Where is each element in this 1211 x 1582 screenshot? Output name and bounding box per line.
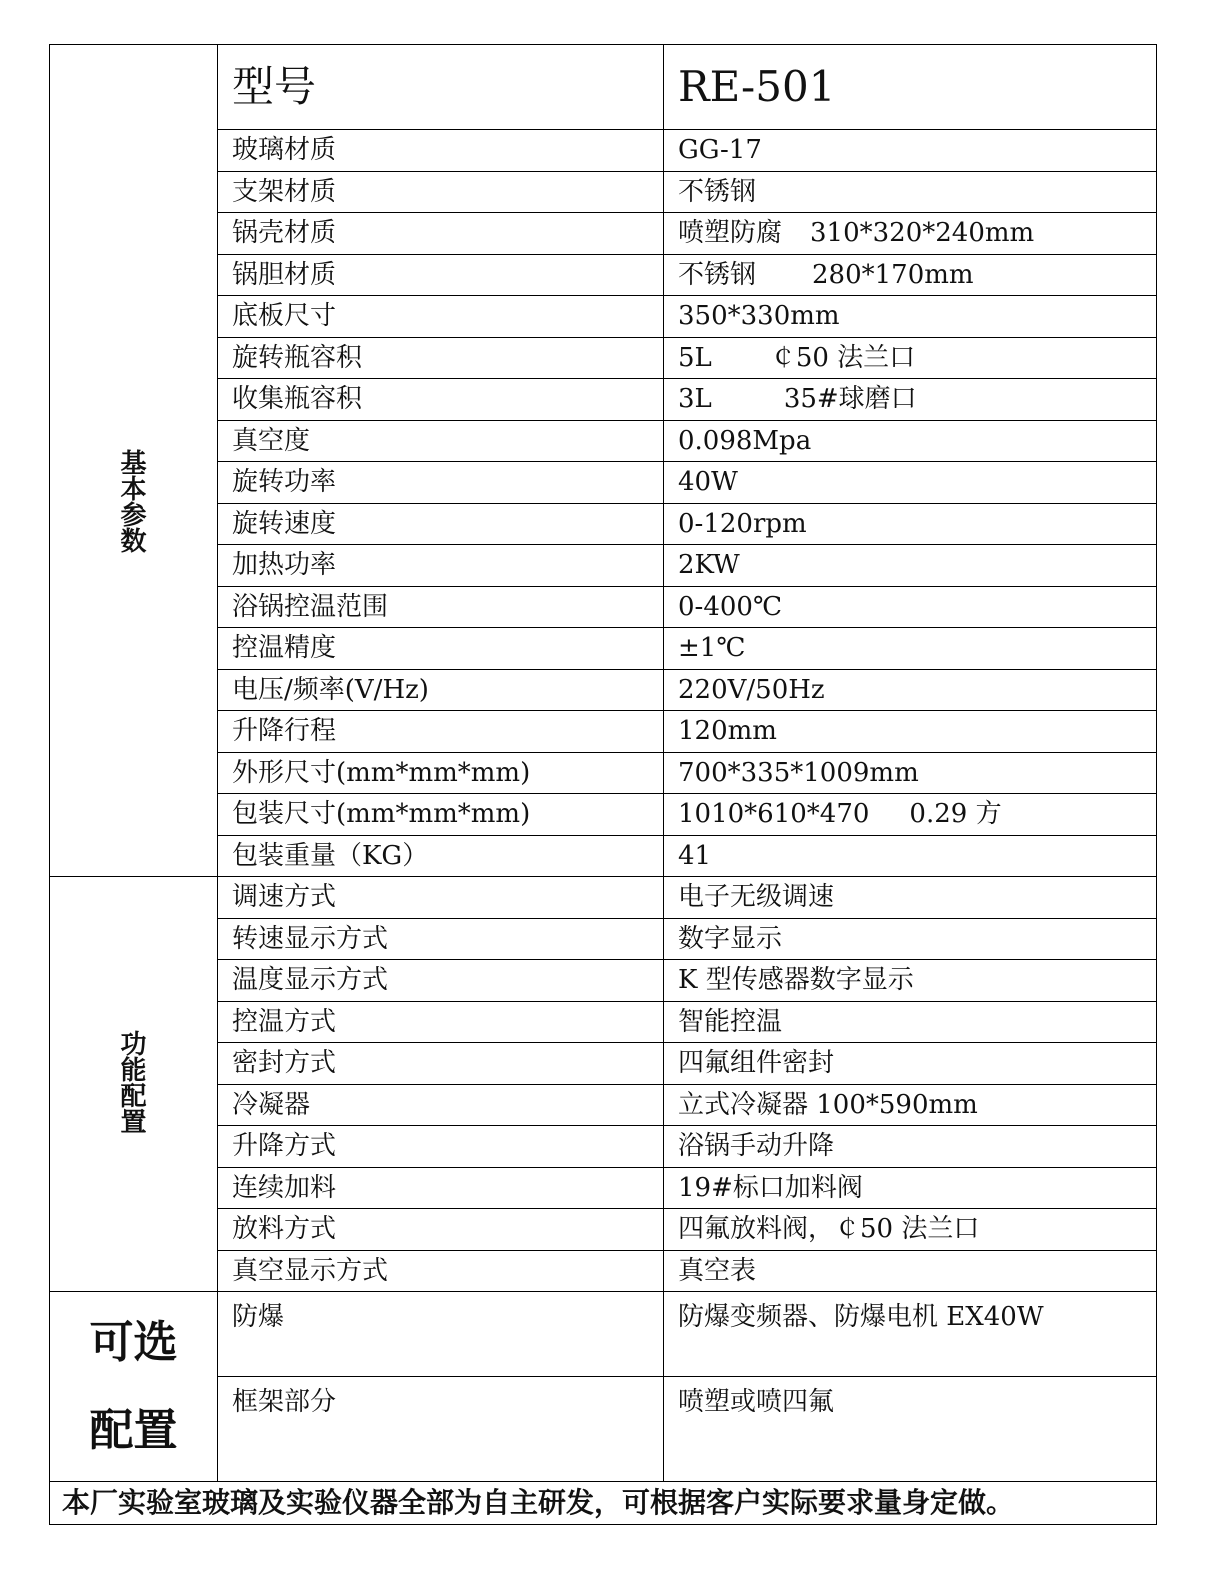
spec-value: 40W — [664, 462, 1157, 504]
spec-value: GG-17 — [664, 130, 1157, 172]
spec-extra: 35#球磨口 — [783, 384, 917, 415]
spec-row — [50, 130, 1157, 172]
optional-label: 框架部分 — [218, 1377, 664, 1482]
spec-label: 浴锅控温范围 — [218, 586, 664, 628]
footer-note: 本厂实验室玻璃及实验仪器全部为自主研发，可根据客户实际要求量身定做。 — [50, 1482, 1157, 1525]
spec-value: 220V/50Hz — [664, 669, 1157, 711]
group-char: 能 — [120, 1056, 147, 1086]
spec-value: 2KW — [664, 545, 1157, 587]
spec-value: 不锈钢 — [664, 171, 1157, 213]
spec-value: 0-400℃ — [664, 586, 1157, 628]
spec-value: 120mm — [664, 711, 1157, 753]
function-label: 升降方式 — [218, 1126, 664, 1168]
spec-value: ±1℃ — [664, 628, 1157, 670]
function-row — [50, 877, 1157, 919]
group-char: 功 — [120, 1030, 147, 1060]
spec-value: 0.098Mpa — [664, 420, 1157, 462]
model-row — [50, 45, 1157, 130]
function-value: 四氟组件密封 — [664, 1043, 1157, 1085]
spec-value: 700*335*1009mm — [664, 752, 1157, 794]
spec-label: 旋转功率 — [218, 462, 664, 504]
function-value: 立式冷凝器 100*590mm — [664, 1084, 1157, 1126]
group-char: 本 — [120, 474, 147, 505]
spec-label: 包装重量（KG） — [218, 835, 664, 877]
spec-table — [49, 44, 1157, 1525]
function-label: 转速显示方式 — [218, 918, 664, 960]
function-label: 放料方式 — [218, 1209, 664, 1251]
function-value: K 型传感器数字显示 — [664, 960, 1157, 1002]
optional-row — [50, 1292, 1157, 1377]
spec-value: 1010*610*470 0.29 方 — [664, 794, 1157, 836]
spec-value: 3L 35#球磨口 — [664, 379, 1157, 421]
spec-value: 不锈钢 280*170mm — [664, 254, 1157, 296]
optional-value: 防爆变频器、防爆电机 EX40W — [664, 1292, 1157, 1377]
spec-label: 加热功率 — [218, 545, 664, 587]
function-label: 密封方式 — [218, 1043, 664, 1085]
spec-label: 升降行程 — [218, 711, 664, 753]
spec-label: 电压/频率(V/Hz) — [218, 669, 664, 711]
spec-value: 41 — [664, 835, 1157, 877]
model-value: RE-501 — [664, 45, 1157, 130]
optional-value: 喷塑或喷四氟 — [664, 1377, 1157, 1482]
model-label: 型号 — [218, 45, 664, 130]
group-line: 可选 — [89, 1316, 178, 1368]
function-value: 智能控温 — [664, 1001, 1157, 1043]
group-char: 置 — [120, 1108, 147, 1138]
spec-extra: 280*170mm — [812, 259, 974, 290]
spec-label: 旋转瓶容积 — [218, 337, 664, 379]
spec-value: 喷塑防腐 310*320*240mm — [664, 213, 1157, 255]
spec-extra: 0.29 方 — [909, 799, 1002, 830]
group-function-config — [50, 877, 218, 1292]
footer-row — [50, 1482, 1157, 1525]
spec-extra: 310*320*240mm — [810, 218, 1035, 249]
group-line: 配置 — [89, 1404, 178, 1456]
function-label: 连续加料 — [218, 1167, 664, 1209]
group-optional-config — [50, 1292, 218, 1482]
spec-label: 真空度 — [218, 420, 664, 462]
spec-value: 5L ￠50 法兰口 — [664, 337, 1157, 379]
function-label: 真空显示方式 — [218, 1250, 664, 1292]
function-label: 调速方式 — [218, 877, 664, 919]
function-label: 冷凝器 — [218, 1084, 664, 1126]
function-value: 19#标口加料阀 — [664, 1167, 1157, 1209]
spec-label: 支架材质 — [218, 171, 664, 213]
group-char: 参 — [120, 500, 147, 531]
spec-label: 底板尺寸 — [218, 296, 664, 338]
group-basic-params — [50, 130, 218, 877]
spec-label: 锅壳材质 — [218, 213, 664, 255]
blank-corner-cell — [50, 45, 218, 130]
spec-label: 玻璃材质 — [218, 130, 664, 172]
function-label: 温度显示方式 — [218, 960, 664, 1002]
spec-label: 外形尺寸(mm*mm*mm) — [218, 752, 664, 794]
function-label: 控温方式 — [218, 1001, 664, 1043]
spec-label: 包装尺寸(mm*mm*mm) — [218, 794, 664, 836]
spec-extra: ￠50 法兰口 — [769, 342, 916, 373]
spec-value: 350*330mm — [664, 296, 1157, 338]
spec-label: 控温精度 — [218, 628, 664, 670]
function-value: 电子无级调速 — [664, 877, 1157, 919]
function-value: 真空表 — [664, 1250, 1157, 1292]
spec-label: 旋转速度 — [218, 503, 664, 545]
group-char: 基 — [120, 448, 147, 479]
group-char: 配 — [120, 1082, 147, 1112]
spec-label: 收集瓶容积 — [218, 379, 664, 421]
function-value: 四氟放料阀，￠50 法兰口 — [664, 1209, 1157, 1251]
optional-label: 防爆 — [218, 1292, 664, 1377]
function-value: 浴锅手动升降 — [664, 1126, 1157, 1168]
spec-value: 0-120rpm — [664, 503, 1157, 545]
function-value: 数字显示 — [664, 918, 1157, 960]
spec-label: 锅胆材质 — [218, 254, 664, 296]
group-char: 数 — [120, 526, 147, 557]
